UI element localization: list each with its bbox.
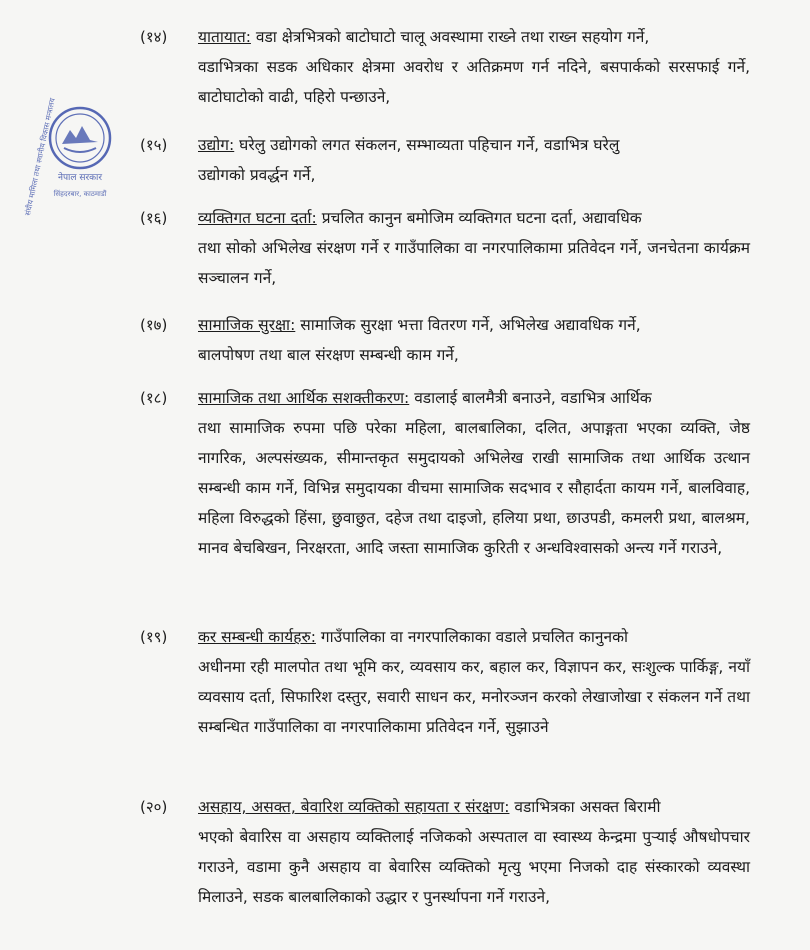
list-item xyxy=(140,310,750,370)
item-first-line: प्रचलित कानुन बमोजिम व्यक्तिगत घटना दर्ता, अद्यावधिक xyxy=(321,209,642,227)
item-title: असहाय, असक्त, बेवारिश व्यक्तिको सहायता र संरक्षण: xyxy=(198,798,510,816)
item-first-line: वडा क्षेत्रभित्रको बाटोघाटो चालू अवस्थामा राख्ने तथा राख्न सहयोग गर्ने, xyxy=(255,28,650,46)
svg-text:संघीय मामिला तथा स्थानीय विकास: संघीय मामिला तथा स्थानीय विकास मन्त्रालय xyxy=(23,97,57,217)
item-body: वडाभित्रका सडक अधिकार क्षेत्रमा अवरोध र अतिक्रमण गर्न नदिने, बसपार्कको सरसफाई गर्ने, बाटोघाटोको वाढी, पहिरो पन्छाउने, xyxy=(198,58,750,106)
list-item xyxy=(140,792,750,912)
item-body: तथा सोको अभिलेख संरक्षण गर्ने र गाउँपालिका वा नगरपालिकामा प्रतिवेदन गर्ने, जनचेतना कार्यक्रम सञ्चालन गर्ने, xyxy=(198,239,750,287)
item-body: बालपोषण तथा बाल संरक्षण सम्बन्धी काम गर्ने, xyxy=(198,346,459,364)
list-item xyxy=(140,130,750,190)
item-title: सामाजिक तथा आर्थिक सशक्तीकरण: xyxy=(198,389,410,407)
item-number: (१६) xyxy=(140,209,168,227)
item-body: अधीनमा रही मालपोत तथा भूमि कर, व्यवसाय कर, बहाल कर, विज्ञापन कर, सःशुल्क पार्किङ्ग, नयाँ व्यवसाय दर्ता, सिफारिश दस्तुर, सवारी साधन कर, मनोरञ्जन करको लेखाजोखा र संकलन गर्ने तथा सम्बन्धित गाउँपालिका वा नगरपालिकामा प्रतिवेदन गर्ने, सुझाउने xyxy=(198,658,750,736)
item-number: (१७) xyxy=(140,316,168,334)
item-title: कर सम्बन्धी कार्यहरु: xyxy=(198,628,316,646)
list-item xyxy=(140,622,750,742)
ministry-seal-stamp xyxy=(18,96,138,226)
svg-text:नेपाल सरकार: नेपाल सरकार xyxy=(57,173,103,183)
item-number: (१४) xyxy=(140,28,168,46)
item-number: (१८) xyxy=(140,389,168,407)
item-first-line: घरेलु उद्योगको लगत संकलन, सम्भाव्यता पहिचान गर्ने, वडाभित्र घरेलु xyxy=(239,136,620,154)
item-first-line: वडालाई बालमैत्री बनाउने, वडाभित्र आर्थिक xyxy=(414,389,652,407)
item-title: सामाजिक सुरक्षा: xyxy=(198,316,296,334)
list-item xyxy=(140,203,750,293)
item-body: उद्योगको प्रवर्द्धन गर्ने, xyxy=(198,166,316,184)
item-body: तथा सामाजिक रुपमा पछि परेका महिला, बालबालिका, दलित, अपाङ्गता भएका व्यक्ति, जेष्ठ नागरिक, अल्पसंख्यक, सीमान्तकृत समुदायको अभिलेख राखी सामाजिक तथा आर्थिक उत्थान सम्बन्धी काम गर्ने, विभिन्न समुदायका वीचमा सामाजिक सदभाव र सौहार्दता कायम गर्ने, बालविवाह, महिला विरुद्धको हिंसा, छुवाछुत, दहेज तथा दाइजो, हलिया प्रथा, छाउपडी, कमलरी प्रथा, बालश्रम, मानव बेचबिखन, निरक्षरता, आदि जस्ता सामाजिक कुरिती र अन्धविश्वासको अन्त्य गर्ने गराउने, xyxy=(198,419,750,557)
list-item xyxy=(140,383,750,563)
svg-text:सिंहदरबार, काठमाडौं: सिंहदरबार, काठमाडौं xyxy=(53,190,107,198)
list-item xyxy=(140,22,750,112)
item-title: यातायात: xyxy=(198,28,251,46)
item-first-line: वडाभित्रका असक्त बिरामी xyxy=(514,798,661,816)
item-number: (१५) xyxy=(140,136,168,154)
item-first-line: गाउँपालिका वा नगरपालिकाका वडाले प्रचलित कानुनको xyxy=(320,628,628,646)
item-number: (२०) xyxy=(140,798,168,816)
item-title: व्यक्तिगत घटना दर्ता: xyxy=(198,209,317,227)
item-body: भएको बेवारिस वा असहाय व्यक्तिलाई नजिकको अस्पताल वा स्वास्थ्य केन्द्रमा पुऱ्याई औषधोपचार गराउने, वडामा कुनै असहाय वा बेवारिस व्यक्तिको मृत्यु भएमा निजको दाह संस्कारको व्यवस्था मिलाउने, सडक बालबालिकाको उद्धार र पुनर्स्थापना गर्ने गराउने, xyxy=(198,828,750,906)
item-number: (१९) xyxy=(140,628,168,646)
item-first-line: सामाजिक सुरक्षा भत्ता वितरण गर्ने, अभिलेख अद्यावधिक गर्ने, xyxy=(300,316,641,334)
item-title: उद्योग: xyxy=(198,136,235,154)
